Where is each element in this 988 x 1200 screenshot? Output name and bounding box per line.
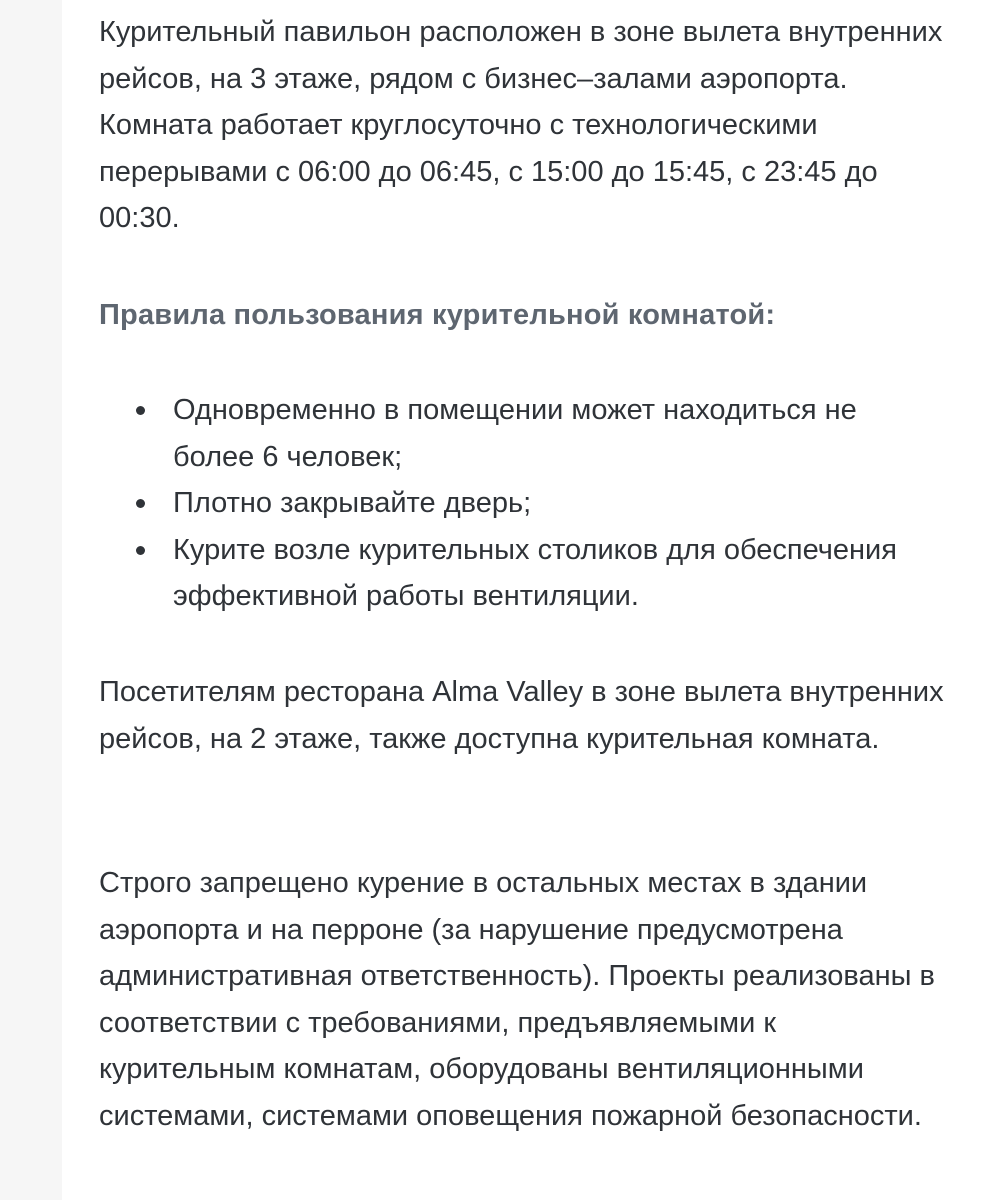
bullet-icon xyxy=(136,406,145,415)
rule-text: Курите возле курительных столиков для обеспечения эффективной работы вентиляции. xyxy=(173,533,897,612)
intro-paragraph: Курительный павильон расположен в зоне вылета внутренних рейсов, на 3 этаже, рядом с бизнес–залами аэропорта. Комната работает круглосуточно с технологическими перерывами с 06:00 до 06:45, с 15:00 до 15:45, с 23:45 до 00:30. xyxy=(99,16,943,234)
restaurant-paragraph: Посетителям ресторана Alma Valley в зоне вылета внутренних рейсов, на 2 этаже, также доступна курительная комната. xyxy=(99,676,944,755)
rules-list-item xyxy=(99,387,939,480)
rule-text: Одновременно в помещении может находиться не более 6 человек; xyxy=(173,394,857,473)
rules-heading: Правила пользования курительной комнатой: xyxy=(99,299,776,331)
rules-list-item xyxy=(99,480,939,527)
rules-list-item xyxy=(99,527,939,620)
article-page xyxy=(62,0,988,1200)
bullet-icon xyxy=(136,546,145,555)
rule-text: Плотно закрывайте дверь; xyxy=(173,487,532,519)
bullet-icon xyxy=(136,499,145,508)
prohibition-paragraph: Строго запрещено курение в остальных местах в здании аэропорта и на перроне (за нарушение предусмотрена административная ответственность). Проекты реализованы в соответствии с требованиями, предъявляемыми к курительным комнатам, оборудованы вентиляционными системами, системами оповещения пожарной безопасности. xyxy=(99,867,935,1132)
rules-list xyxy=(99,387,959,620)
